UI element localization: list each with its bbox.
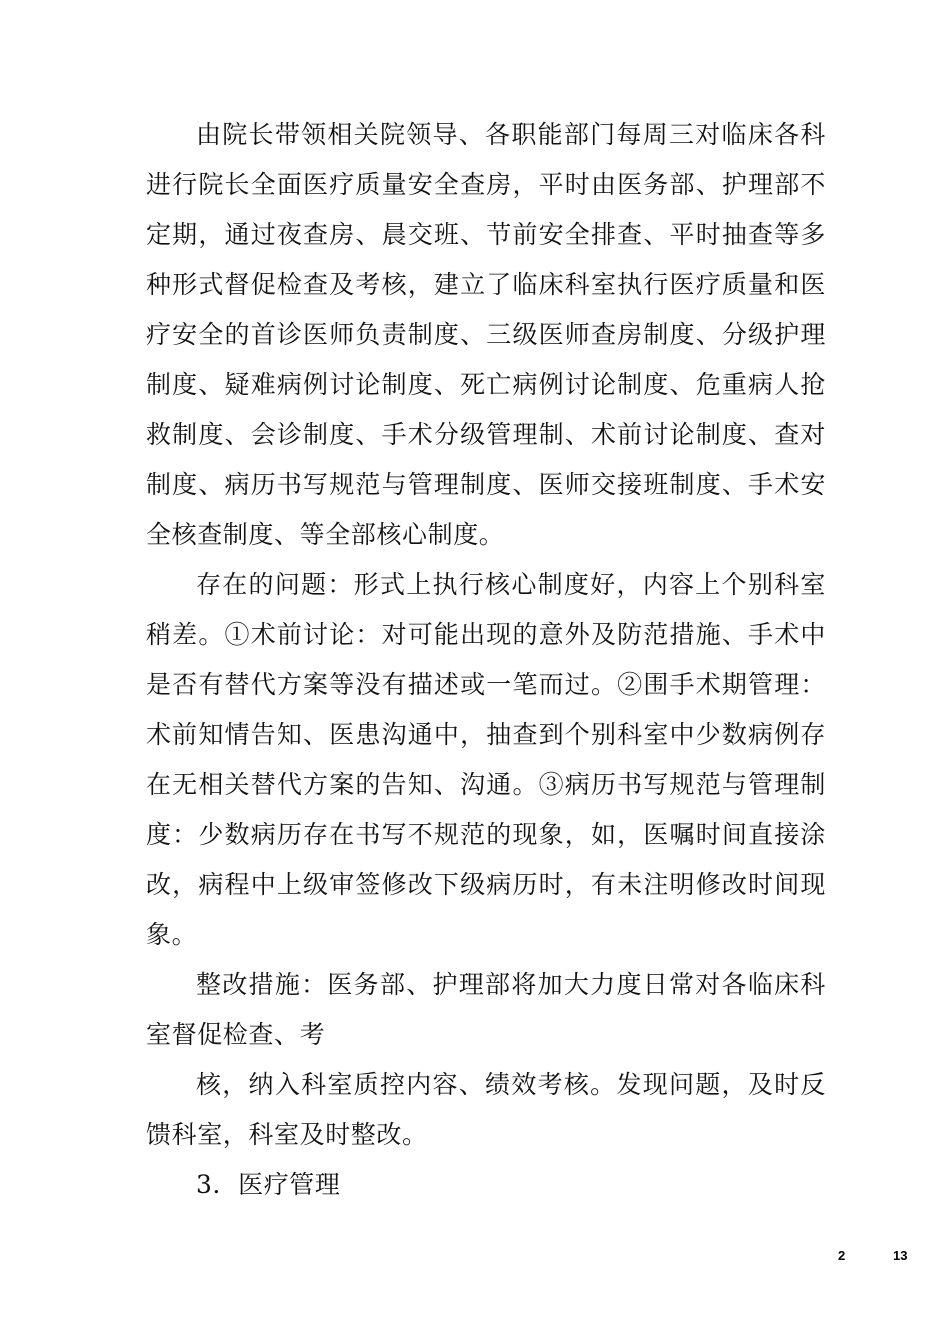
page-footer bbox=[0, 1248, 950, 1268]
total-pages: 13 bbox=[893, 1248, 908, 1263]
paragraph-inspection: 由院长带领相关院领导、各职能部门每周三对临床各科进行院长全面医疗质量安全查房，平时由医务部、护理部不定期，通过夜查房、晨交班、节前安全排查、平时抽查等多种形式督促检查及考核，建立了临床科室执行医疗质量和医疗安全的首诊医师负责制度、三级医师查房制度、分级护理制度、疑难病例讨论制度、死亡病例讨论制度、危重病人抢救制度、会诊制度、手术分级管理制、术前讨论制度、查对制度、病历书写规范与管理制度、医师交接班制度、手术安全核查制度、等全部核心制度。 bbox=[146, 120, 826, 549]
paragraph-measures: 整改措施：医务部、护理部将加大力度日常对各临床科室督促检查、考 bbox=[146, 970, 826, 1049]
paragraph-problems: 存在的问题：形式上执行核心制度好，内容上个别科室稍差。①术前讨论：对可能出现的意外及防范措施、手术中是否有替代方案等没有描述或一笔而过。②围手术期管理：术前知情告知、医患沟通中，抽查到个别科室中少数病例存在无相关替代方案的告知、沟通。③病历书写规范与管理制度：少数病历存在书写不规范的现象，如，医嘱时间直接涂改，病程中上级审签修改下级病历时，有未注明修改时间现象。 bbox=[146, 570, 826, 949]
section-heading: 3．医疗管理 bbox=[196, 1170, 341, 1199]
paragraph-measures-continued: 核，纳入科室质控内容、绩效考核。发现问题，及时反馈科室，科室及时整改。 bbox=[146, 1070, 826, 1149]
document-body bbox=[146, 110, 826, 1210]
page-number: 2 bbox=[838, 1248, 846, 1263]
